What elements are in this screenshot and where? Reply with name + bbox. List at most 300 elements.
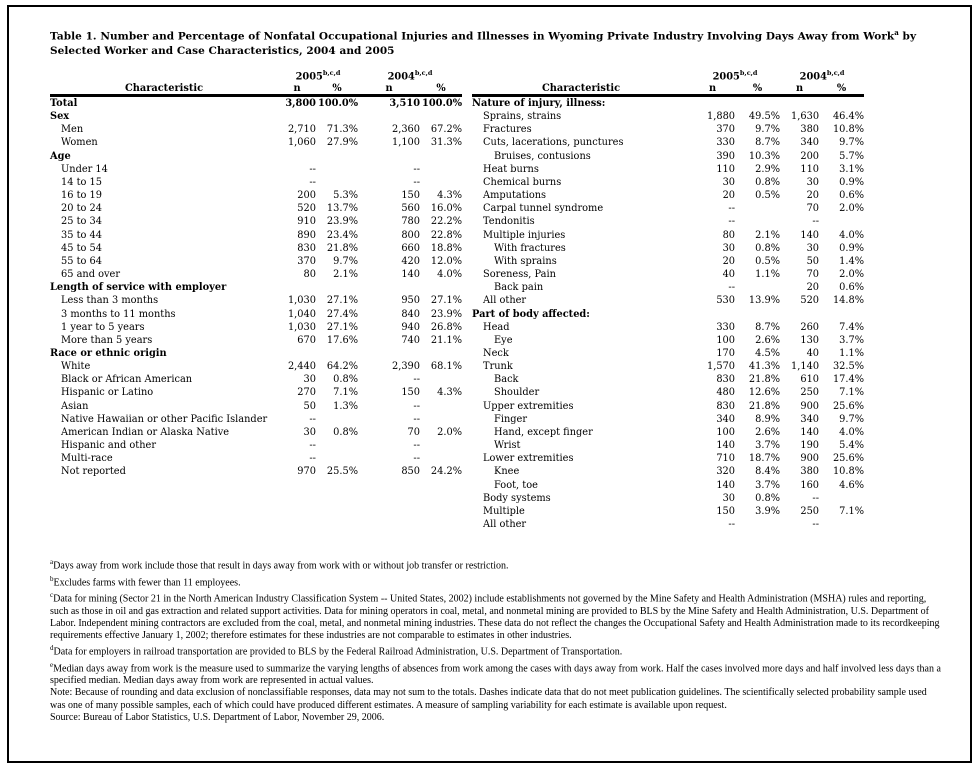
cell-n-2005: 140 <box>716 440 736 452</box>
cell-pct-2004 <box>420 150 462 163</box>
table-row <box>50 136 462 149</box>
row-label: Heat burns <box>483 163 539 175</box>
cell-pct-2005: 2.6% <box>755 334 781 346</box>
cell-n-2004: 740 <box>401 334 421 346</box>
table-row <box>472 281 864 294</box>
cell-pct-2004: 7.4% <box>839 321 865 333</box>
cell-pct-2004 <box>420 413 462 426</box>
section-header-row <box>50 110 462 123</box>
n-header: n <box>358 83 420 96</box>
cell-pct-2005: 17.6% <box>326 334 359 346</box>
cell-pct-2005 <box>735 202 780 215</box>
row-label: Length of service with employer <box>50 282 227 294</box>
table-row <box>472 492 864 505</box>
cell-n-2005: 830 <box>297 242 316 254</box>
cell-n-2005: 3,800 <box>285 98 316 109</box>
row-label: Asian <box>61 400 89 412</box>
section-header-row <box>50 347 462 360</box>
table-row <box>50 465 462 478</box>
cell-n-2004: 70 <box>407 426 421 438</box>
cell-pct-2005: 12.6% <box>748 387 781 399</box>
row-label: Shoulder <box>494 387 540 399</box>
table-row <box>50 176 462 189</box>
row-label: Body systems <box>483 492 551 504</box>
table-row <box>50 189 462 202</box>
table-row <box>472 176 864 189</box>
table-row <box>50 202 462 215</box>
cell-n-2005: 530 <box>716 295 736 307</box>
cell-pct-2005 <box>316 452 358 465</box>
row-label: Finger <box>494 413 528 425</box>
cell-n-2004: 1,630 <box>791 111 820 123</box>
table-row <box>472 294 864 307</box>
cell-n-2005: 30 <box>303 374 316 386</box>
footnotes-block <box>50 556 944 724</box>
table-row <box>50 242 462 255</box>
cell-pct-2005 <box>316 150 358 163</box>
cell-n-2005: -- <box>728 282 736 294</box>
cell-n-2005 <box>278 347 316 360</box>
header-spacer <box>50 67 278 83</box>
table-row <box>472 255 864 268</box>
cell-pct-2004: 1.4% <box>839 255 865 267</box>
cell-pct-2004: 16.0% <box>430 203 463 215</box>
section-header-row <box>472 96 864 111</box>
cell-n-2005: -- <box>309 440 316 452</box>
row-label: Head <box>483 321 510 333</box>
cell-n-2005: 340 <box>716 413 736 425</box>
cell-n-2004: 190 <box>800 440 820 452</box>
cell-n-2004: 140 <box>800 229 820 241</box>
cell-pct-2005: 0.8% <box>755 242 781 254</box>
cell-pct-2004 <box>819 215 864 228</box>
row-label: Women <box>61 137 98 149</box>
cell-n-2005: 30 <box>722 176 736 188</box>
cell-pct-2004 <box>420 452 462 465</box>
row-label: Native Hawaiian or other Pacific Islander <box>61 413 268 425</box>
cell-n-2005: 30 <box>722 242 736 254</box>
cell-pct-2005: 21.8% <box>748 400 781 412</box>
table-row <box>472 321 864 334</box>
cell-pct-2005 <box>735 518 780 531</box>
cell-pct-2004: 7.1% <box>839 387 865 399</box>
cell-n-2005: 670 <box>297 334 316 346</box>
cell-pct-2005 <box>316 163 358 176</box>
cell-n-2005: 890 <box>297 229 316 241</box>
table-row <box>472 347 864 360</box>
row-label: Race or ethnic origin <box>50 347 167 359</box>
cell-n-2004: 20 <box>806 282 820 294</box>
worker-characteristics-table <box>50 67 462 479</box>
cell-pct-2004: 10.8% <box>832 124 865 136</box>
cell-pct-2004: 2.0% <box>437 426 463 438</box>
cell-n-2005: 110 <box>716 163 736 175</box>
cell-n-2005: 1,040 <box>287 308 316 320</box>
row-label: Not reported <box>61 466 126 478</box>
cell-n-2004: 140 <box>401 269 421 281</box>
table-title-text-continued: by Selected Worker and Case Characteristics, 2004 and 2005 <box>50 30 917 57</box>
cell-pct-2004 <box>420 400 462 413</box>
table-row <box>50 360 462 373</box>
n-header: n <box>278 83 316 96</box>
cell-pct-2005: 27.4% <box>326 308 359 320</box>
cell-n-2005: 2,440 <box>287 361 316 373</box>
cell-pct-2005: 8.7% <box>755 321 781 333</box>
cell-n-2004 <box>780 96 819 111</box>
cell-n-2005: 100 <box>716 426 736 438</box>
cell-pct-2004: 27.1% <box>430 295 463 307</box>
row-label: Soreness, Pain <box>483 269 556 281</box>
cell-n-2004: -- <box>413 374 421 386</box>
cell-n-2005: 20 <box>722 190 736 202</box>
cell-pct-2004 <box>819 492 864 505</box>
cell-pct-2004: 22.8% <box>430 229 463 241</box>
cell-pct-2004 <box>819 308 864 321</box>
cell-n-2004: 50 <box>806 255 820 267</box>
cell-pct-2005 <box>735 96 780 111</box>
n-header: n <box>690 83 735 96</box>
row-label: Total <box>50 98 78 109</box>
table-row <box>472 136 864 149</box>
row-label: Hispanic and other <box>61 440 157 452</box>
cell-n-2005: 140 <box>716 479 736 491</box>
cell-n-2004: 250 <box>800 387 820 399</box>
cell-pct-2004: 4.3% <box>437 387 463 399</box>
table-row <box>50 123 462 136</box>
row-label: Lower extremities <box>483 453 574 465</box>
cell-pct-2004 <box>819 518 864 531</box>
table-row <box>472 242 864 255</box>
row-label: 16 to 19 <box>61 190 102 202</box>
row-label: Neck <box>483 347 509 359</box>
case-characteristics-table <box>472 67 864 532</box>
table-row <box>50 163 462 176</box>
row-label: Less than 3 months <box>61 295 159 307</box>
row-label: Fractures <box>483 124 532 136</box>
cell-n-2004: 150 <box>401 387 421 399</box>
cell-pct-2005: 9.7% <box>755 124 781 136</box>
cell-n-2005: 30 <box>722 492 736 504</box>
row-label: 65 and over <box>61 269 121 281</box>
cell-n-2005: 320 <box>716 466 736 478</box>
cell-pct-2004: 21.1% <box>430 334 463 346</box>
table-row <box>50 400 462 413</box>
table-row <box>472 518 864 531</box>
row-label: 14 to 15 <box>61 176 102 188</box>
header-spacer <box>472 67 690 83</box>
table-row <box>472 360 864 373</box>
cell-n-2005: 1,570 <box>706 361 736 373</box>
table-row <box>472 400 864 413</box>
row-label: More than 5 years <box>61 334 153 346</box>
cell-n-2004: -- <box>413 453 421 465</box>
row-label: 45 to 54 <box>61 242 102 254</box>
cell-n-2005: 270 <box>297 387 316 399</box>
cell-pct-2004: 2.0% <box>839 203 865 215</box>
cell-n-2005: 370 <box>297 255 316 267</box>
cell-pct-2004: 9.7% <box>839 413 865 425</box>
row-label: Sex <box>50 111 70 123</box>
cell-n-2005 <box>278 150 316 163</box>
cell-pct-2004: 7.1% <box>839 505 865 517</box>
cell-n-2004 <box>358 150 420 163</box>
cell-pct-2005: 5.3% <box>333 190 359 202</box>
cell-pct-2004 <box>420 110 462 123</box>
cell-n-2004: 520 <box>800 295 820 307</box>
cell-pct-2004: 3.7% <box>839 334 865 346</box>
footnote: $^e$Median days away from work is the measure used to summarize the varying lengths of absences from work among the cases with days away from work. Half the cases involved more days and half involved less days than a specified median. Median days away from work are represented in actual values. <box>50 660 941 687</box>
cell-n-2004: 420 <box>401 255 421 267</box>
cell-n-2004: -- <box>413 413 421 425</box>
table-row <box>50 373 462 386</box>
table-row <box>50 386 462 399</box>
cell-n-2005: 970 <box>297 466 316 478</box>
year-column-header: 2005$^{b,c,d}$ <box>712 69 758 83</box>
cell-pct-2004: 100.0% <box>422 98 463 109</box>
cell-pct-2004: 1.1% <box>839 347 865 359</box>
row-label: 55 to 64 <box>61 255 102 267</box>
cell-pct-2005: 100.0% <box>318 98 359 109</box>
table-row <box>50 96 462 111</box>
cell-pct-2004: 32.5% <box>832 361 865 373</box>
row-label: Cuts, lacerations, punctures <box>483 137 624 149</box>
cell-pct-2005: 3.9% <box>755 505 781 517</box>
characteristic-header: Characteristic <box>50 83 278 96</box>
cell-n-2004: 30 <box>806 242 820 254</box>
row-label: Carpal tunnel syndrome <box>483 203 604 215</box>
table-row <box>472 189 864 202</box>
cell-pct-2005: 0.8% <box>755 176 781 188</box>
cell-n-2005 <box>690 96 735 111</box>
cell-pct-2005: 27.1% <box>326 295 359 307</box>
cell-pct-2004 <box>420 281 462 294</box>
cell-pct-2005: 9.7% <box>333 255 359 267</box>
cell-n-2004: 2,360 <box>391 124 421 136</box>
cell-pct-2004: 25.6% <box>832 400 865 412</box>
cell-pct-2004: 4.0% <box>437 269 463 281</box>
cell-n-2004: 380 <box>800 466 820 478</box>
cell-pct-2004: 12.0% <box>430 255 463 267</box>
cell-pct-2004 <box>420 176 462 189</box>
cell-pct-2004: 18.8% <box>430 242 463 254</box>
table-row <box>472 150 864 163</box>
cell-n-2005: -- <box>309 413 316 425</box>
table-row <box>472 202 864 215</box>
row-label: Bruises, contusions <box>494 150 591 162</box>
cell-n-2004: 70 <box>806 203 820 215</box>
table-title-text: Table 1. Number and Percentage of Nonfatal Occupational Injuries and Illnesses in Wyoming Private Industry Involving Days Away from Work <box>50 30 895 43</box>
cell-n-2004: 130 <box>800 334 820 346</box>
table-row <box>472 439 864 452</box>
cell-n-2005: 1,030 <box>287 321 316 333</box>
cell-pct-2005: 41.3% <box>748 361 781 373</box>
year-column-header: 2004$^{b,c,d}$ <box>799 69 845 83</box>
cell-pct-2005: 2.6% <box>755 426 781 438</box>
cell-n-2004: 660 <box>401 242 421 254</box>
table-row <box>472 110 864 123</box>
table-row <box>50 334 462 347</box>
cell-pct-2004: 3.1% <box>839 163 865 175</box>
row-label: 1 year to 5 years <box>61 321 145 333</box>
cell-pct-2005: 23.9% <box>326 216 359 228</box>
cell-n-2004: 30 <box>806 176 820 188</box>
cell-n-2005: 330 <box>716 321 736 333</box>
cell-pct-2004: 68.1% <box>430 361 463 373</box>
cell-pct-2004: 46.4% <box>832 111 865 123</box>
percent-header: % <box>420 83 462 96</box>
table-row <box>472 215 864 228</box>
cell-n-2004: 20 <box>806 190 820 202</box>
footnote: Note: Because of rounding and data exclusion of nonclassifiable responses, data may not sum to the totals. Dashes indicate data that do not meet publication guidelines. The scientifically selected probability sample used was one of many possible samples, each of which could have produced different estimates. A measure of sampling variability for each estimate is available upon request. <box>50 687 927 711</box>
cell-n-2004 <box>358 281 420 294</box>
row-label: 20 to 24 <box>61 203 102 215</box>
cell-n-2004: -- <box>413 163 421 175</box>
cell-pct-2005: 64.2% <box>326 361 359 373</box>
cell-n-2005: 710 <box>716 453 736 465</box>
cell-n-2005: 150 <box>716 505 736 517</box>
row-label: With fractures <box>494 242 566 254</box>
cell-n-2005: -- <box>728 519 736 530</box>
cell-n-2005: -- <box>309 176 316 188</box>
table-row <box>472 413 864 426</box>
cell-pct-2005 <box>316 176 358 189</box>
cell-pct-2005: 7.1% <box>333 387 359 399</box>
row-label: American Indian or Alaska Native <box>61 426 230 438</box>
cell-pct-2005: 10.3% <box>748 150 781 162</box>
percent-header: % <box>316 83 358 96</box>
cell-n-2004 <box>780 308 819 321</box>
title-footnote-marker: a <box>894 28 899 37</box>
cell-n-2004: 940 <box>401 321 421 333</box>
row-label: With sprains <box>494 255 557 267</box>
cell-pct-2005: 0.8% <box>755 492 781 504</box>
cell-pct-2005: 21.8% <box>748 374 781 386</box>
cell-n-2004: 780 <box>401 216 421 228</box>
cell-pct-2005: 25.5% <box>326 466 359 478</box>
cell-n-2004: 1,100 <box>391 137 421 149</box>
cell-pct-2005: 27.1% <box>326 321 359 333</box>
cell-pct-2005: 1.3% <box>333 400 359 412</box>
percent-header: % <box>819 83 864 96</box>
cell-pct-2005: 4.5% <box>755 347 781 359</box>
cell-n-2004: 340 <box>800 137 820 149</box>
cell-n-2004: 2,390 <box>391 361 421 373</box>
cell-pct-2004 <box>420 347 462 360</box>
cell-n-2005: 330 <box>716 137 736 149</box>
table-title <box>50 26 934 58</box>
footnote: $^a$Days away from work include those that result in days away from work with or without job transfer or restriction. <box>50 558 509 572</box>
cell-n-2005: -- <box>728 203 736 215</box>
cell-pct-2004: 4.6% <box>839 479 865 491</box>
cell-n-2004: 800 <box>401 229 421 241</box>
cell-n-2004: 1,140 <box>791 361 820 373</box>
cell-n-2004: 850 <box>401 466 421 478</box>
cell-n-2004: 900 <box>800 400 820 412</box>
cell-pct-2004: 0.9% <box>839 242 865 254</box>
cell-pct-2004: 25.6% <box>832 453 865 465</box>
cell-pct-2004 <box>420 439 462 452</box>
row-label: Multi-race <box>61 453 113 465</box>
cell-pct-2005: 0.5% <box>755 255 781 267</box>
cell-pct-2005 <box>316 413 358 426</box>
table-row <box>50 452 462 465</box>
cell-pct-2005: 2.9% <box>755 163 781 175</box>
table-row <box>50 426 462 439</box>
row-label: Back <box>494 374 519 386</box>
cell-n-2004: 340 <box>800 413 820 425</box>
cell-n-2004: -- <box>812 519 820 530</box>
cell-pct-2005: 13.9% <box>748 295 781 307</box>
cell-n-2004: 840 <box>401 308 421 320</box>
cell-n-2004: 40 <box>806 347 820 359</box>
cell-n-2005: 200 <box>297 190 316 202</box>
row-label: Age <box>50 150 71 162</box>
cell-n-2004: 900 <box>800 453 820 465</box>
characteristic-header: Characteristic <box>472 83 690 96</box>
footnote: $^b$Excludes farms with fewer than 11 employees. <box>50 574 241 588</box>
cell-pct-2004: 4.0% <box>839 426 865 438</box>
cell-n-2004: 200 <box>800 150 820 162</box>
cell-pct-2004 <box>819 96 864 111</box>
row-label: Chemical burns <box>483 176 562 188</box>
cell-pct-2005 <box>316 281 358 294</box>
row-label: Hand, except finger <box>494 426 593 438</box>
cell-n-2004: 3,510 <box>389 98 421 109</box>
cell-pct-2004: 2.0% <box>839 269 865 281</box>
row-label: Upper extremities <box>483 400 574 412</box>
cell-n-2005: 2,710 <box>287 124 316 136</box>
cell-pct-2004: 0.6% <box>839 282 865 294</box>
row-label: Sprains, strains <box>483 111 562 123</box>
table-row <box>472 268 864 281</box>
cell-pct-2004: 5.7% <box>839 150 865 162</box>
cell-pct-2005: 71.3% <box>326 124 359 136</box>
table-row <box>50 268 462 281</box>
cell-pct-2004 <box>420 163 462 176</box>
cell-n-2004: -- <box>812 216 820 228</box>
cell-pct-2004: 17.4% <box>832 374 865 386</box>
cell-n-2005: 30 <box>303 426 316 438</box>
cell-pct-2004: 14.8% <box>832 295 865 307</box>
row-label: Part of body affected: <box>472 308 590 320</box>
cell-n-2005: 830 <box>716 400 736 412</box>
cell-pct-2005: 0.8% <box>333 374 359 386</box>
cell-n-2005: 40 <box>722 269 736 281</box>
row-label: All other <box>483 295 527 307</box>
cell-pct-2005: 18.7% <box>748 453 781 465</box>
footnote: $^d$Data for employers in railroad transportation are provided to BLS by the Federal Railroad Administration, U.S. Department of Transportation. <box>50 644 623 658</box>
year-column-header: 2005$^{b,c,d}$ <box>295 69 341 83</box>
cell-n-2004: 260 <box>800 321 820 333</box>
row-label: Black or African American <box>61 374 193 386</box>
row-label: Eye <box>494 334 513 346</box>
table-row <box>472 373 864 386</box>
cell-n-2005: 520 <box>297 203 316 215</box>
footnote: Source: Bureau of Labor Statistics, U.S. Department of Labor, November 29, 2006. <box>50 711 385 723</box>
cell-pct-2004 <box>420 373 462 386</box>
cell-n-2004: 610 <box>800 374 820 386</box>
cell-n-2004 <box>358 110 420 123</box>
row-label: Multiple <box>483 505 525 517</box>
cell-n-2004: 560 <box>401 203 421 215</box>
cell-pct-2005: 3.7% <box>755 440 781 452</box>
cell-pct-2004: 31.3% <box>430 137 463 149</box>
cell-n-2005: 1,880 <box>706 111 736 123</box>
cell-n-2005: 20 <box>722 255 736 267</box>
row-label: 35 to 44 <box>61 229 102 241</box>
cell-n-2005: 50 <box>303 400 316 412</box>
cell-pct-2004: 5.4% <box>839 440 865 452</box>
